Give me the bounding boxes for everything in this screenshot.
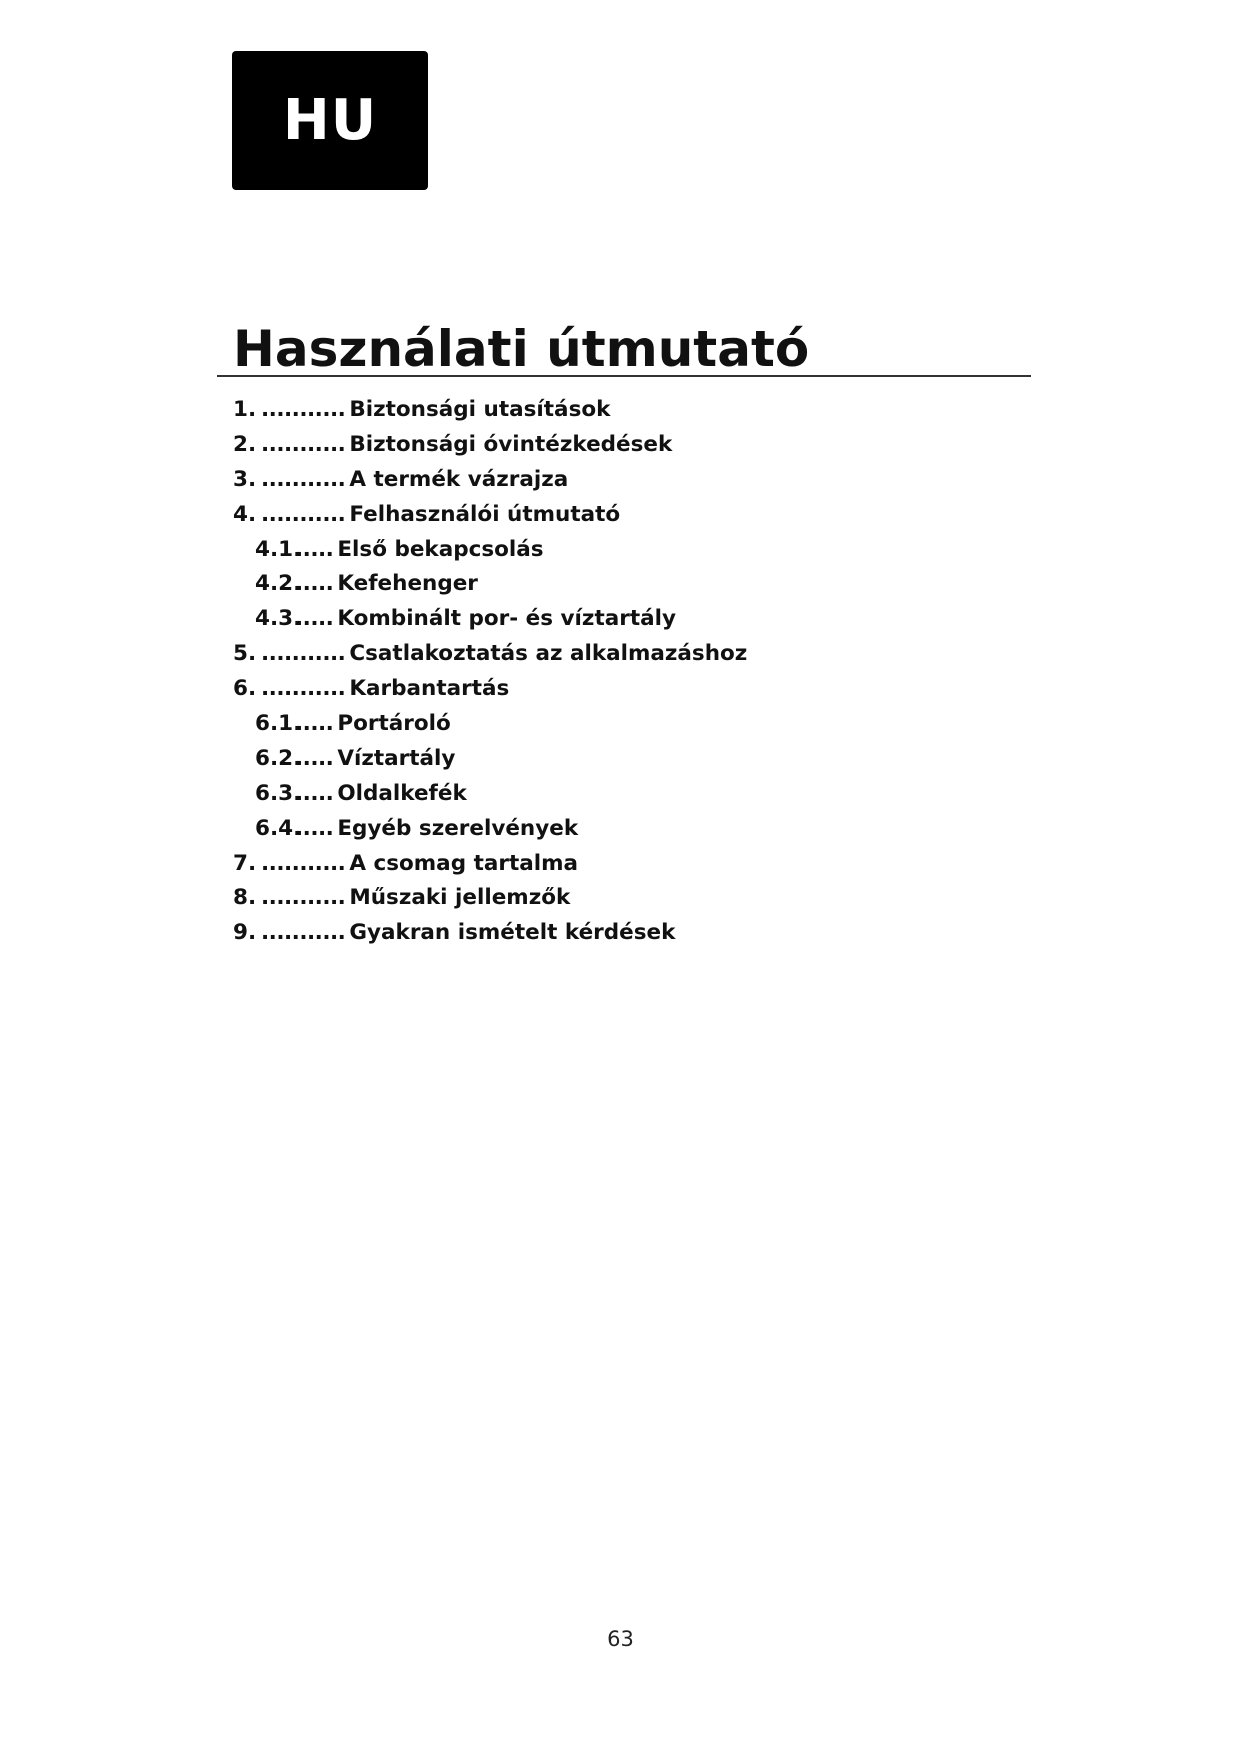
toc-entry-label: A termék vázrajza <box>349 466 569 492</box>
toc-entry-number: 6.4. <box>255 815 302 841</box>
toc-entry-number: 4.1. <box>255 536 302 562</box>
toc-entry[interactable] <box>233 392 1013 427</box>
toc-entry-leader: ..... <box>295 571 334 597</box>
toc-entry-label: Első bekapcsolás <box>337 536 544 562</box>
toc-entry-label: Biztonsági óvintézkedések <box>349 431 673 457</box>
toc-entry[interactable] <box>233 846 1013 881</box>
toc-entry-number: 2. <box>233 431 257 457</box>
toc-entry-leader: ........... <box>261 396 346 422</box>
toc-entry-leader: ..... <box>295 536 334 562</box>
toc-entry-leader: ........... <box>261 466 346 492</box>
toc-entry-leader: ..... <box>295 710 334 736</box>
toc-entry-leader: ..... <box>295 815 334 841</box>
toc-entry[interactable] <box>233 636 1013 671</box>
toc-entry-leader: ........... <box>261 850 346 876</box>
title-underline <box>217 375 1031 377</box>
toc-subentry[interactable] <box>233 601 1013 636</box>
toc-entry-number: 1. <box>233 396 257 422</box>
toc-entry-leader: ..... <box>295 780 334 806</box>
toc-entry-number: 6. <box>233 676 257 702</box>
toc-entry-label: Felhasználói útmutató <box>349 501 621 527</box>
toc-entry-number: 5. <box>233 641 257 667</box>
toc-entry-label: Biztonsági utasítások <box>349 396 611 422</box>
toc-entry-leader: ..... <box>295 606 334 632</box>
page-number: 63 <box>607 1627 634 1651</box>
toc-entry-label: Kefehenger <box>337 571 478 597</box>
toc-entry-leader: ........... <box>261 431 346 457</box>
toc-entry-label: Gyakran ismételt kérdések <box>349 920 676 946</box>
toc-subentry[interactable] <box>233 741 1013 776</box>
toc-entry-leader: ..... <box>295 745 334 771</box>
toc-subentry[interactable] <box>233 776 1013 811</box>
toc-entry-leader: ........... <box>261 641 346 667</box>
toc-entry-leader: ........... <box>261 676 346 702</box>
toc-subentry[interactable] <box>233 532 1013 567</box>
toc-subentry[interactable] <box>233 811 1013 846</box>
toc-entry-leader: ........... <box>261 501 346 527</box>
toc-entry[interactable] <box>233 671 1013 706</box>
toc-entry-label: Portároló <box>337 710 451 736</box>
toc-entry-leader: ........... <box>261 920 346 946</box>
toc-entry-number: 4.3. <box>255 606 302 632</box>
toc-entry-label: Egyéb szerelvények <box>337 815 579 841</box>
toc-entry[interactable] <box>233 462 1013 497</box>
toc-entry-label: Oldalkefék <box>337 780 467 806</box>
toc-entry-number: 6.1. <box>255 710 302 736</box>
toc-entry-label: Víztartály <box>337 745 456 771</box>
toc-entry[interactable] <box>233 427 1013 462</box>
toc-entry-label: Kombinált por- és víztartály <box>337 606 677 632</box>
language-badge: HU <box>232 51 428 190</box>
toc-subentry[interactable] <box>233 706 1013 741</box>
toc-entry-label: A csomag tartalma <box>349 850 579 876</box>
toc-entry-number: 4. <box>233 501 257 527</box>
toc-entry-number: 9. <box>233 920 257 946</box>
toc-entry[interactable] <box>233 915 1013 950</box>
toc-entry-leader: ........... <box>261 885 346 911</box>
toc-entry-label: Karbantartás <box>349 676 510 702</box>
table-of-contents <box>233 392 1013 950</box>
toc-entry-number: 6.2. <box>255 745 302 771</box>
toc-entry-number: 6.3. <box>255 780 302 806</box>
toc-entry-number: 3. <box>233 466 257 492</box>
toc-entry-label: Műszaki jellemzők <box>349 885 571 911</box>
toc-subentry[interactable] <box>233 566 1013 601</box>
toc-entry[interactable] <box>233 497 1013 532</box>
toc-entry-number: 8. <box>233 885 257 911</box>
toc-entry-number: 7. <box>233 850 257 876</box>
toc-entry[interactable] <box>233 880 1013 915</box>
toc-entry-label: Csatlakoztatás az alkalmazáshoz <box>349 641 748 667</box>
toc-entry-number: 4.2. <box>255 571 302 597</box>
page-title: Használati útmutató <box>233 320 810 378</box>
